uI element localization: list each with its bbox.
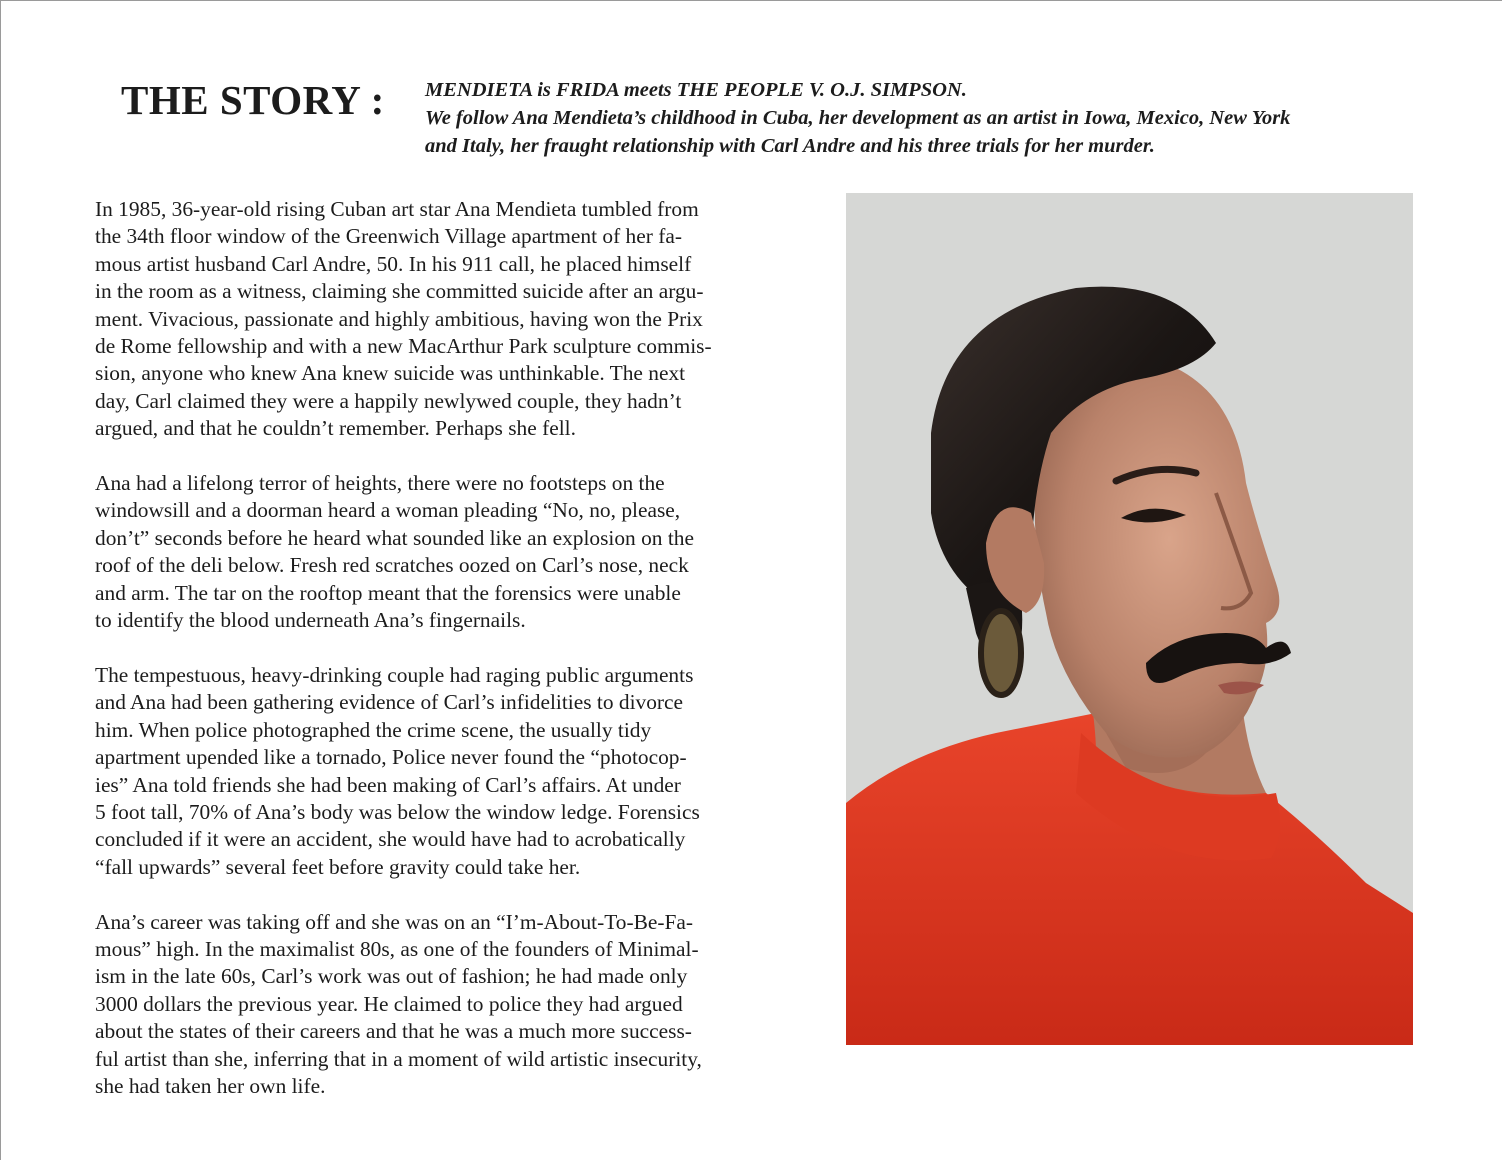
story-body (95, 196, 830, 1128)
text-line: mous artist husband Carl Andre, 50. In his 911 call, he placed himself (95, 251, 692, 276)
text-line: about the states of their careers and that he was a much more success- (95, 1019, 692, 1044)
text-line: the 34th floor window of the Greenwich Village apartment of her fa- (95, 224, 682, 249)
text-line: mous” high. In the maximalist 80s, as one of the founders of Minimal- (95, 936, 699, 961)
text-line: ism in the late 60s, Carl’s work was out of fashion; he had made only (95, 964, 688, 989)
text-line: to identify the blood underneath Ana’s fingernails. (95, 608, 526, 633)
text-line: ies” Ana told friends she had been making of Carl’s affairs. At under (95, 772, 681, 797)
tagline-line: and Italy, her fraught relationship with Carl Andre and his three trials for her murder. (425, 135, 1155, 157)
text-line: and Ana had been gathering evidence of Carl’s infidelities to divorce (95, 690, 684, 715)
paragraph-1 (95, 196, 830, 443)
text-line: ful artist than she, inferring that in a moment of wild artistic insecurity, (95, 1046, 702, 1071)
text-line: Ana had a lifelong terror of heights, there were no footsteps on the (95, 471, 665, 496)
text-line: ment. Vivacious, passionate and highly ambitious, having won the Prix (95, 306, 703, 331)
text-line: Ana’s career was taking off and she was on an “I’m-About-To-Be-Fa- (95, 909, 694, 934)
text-line: 5 foot tall, 70% of Ana’s body was below the window ledge. Forensics (95, 799, 700, 824)
text-line: she had taken her own life. (95, 1073, 326, 1098)
text-line: The tempestuous, heavy-drinking couple had raging public arguments (95, 662, 694, 687)
tagline (425, 76, 1425, 160)
text-line: and arm. The tar on the rooftop meant that the forensics were unable (95, 580, 681, 605)
earring (981, 611, 1021, 695)
text-line: argued, and that he couldn’t remember. Perhaps she fell. (95, 416, 576, 441)
text-line: de Rome fellowship and with a new MacArthur Park sculpture commis- (95, 334, 712, 359)
tagline-line: MENDIETA is FRIDA meets THE PEOPLE V. O.J. SIMPSON. (425, 79, 967, 101)
text-line: roof of the deli below. Fresh red scratches oozed on Carl’s nose, neck (95, 553, 689, 578)
text-line: him. When police photographed the crime scene, the usually tidy (95, 717, 652, 742)
text-line: concluded if it were an accident, she would have had to acrobatically (95, 827, 686, 852)
text-line: day, Carl claimed they were a happily newlywed couple, they hadn’t (95, 388, 682, 413)
portrait-photo (846, 193, 1413, 1045)
paragraph-3 (95, 662, 830, 881)
portrait-illustration (846, 193, 1413, 1045)
text-line: windowsill and a doorman heard a woman pleading “No, no, please, (95, 498, 681, 523)
text-line: “fall upwards” several feet before gravity could take her. (95, 854, 581, 879)
paragraph-4 (95, 909, 830, 1101)
text-line: don’t” seconds before he heard what sounded like an explosion on the (95, 525, 694, 550)
text-line: 3000 dollars the previous year. He claimed to police they had argued (95, 991, 683, 1016)
text-line: in the room as a witness, claiming she committed suicide after an argu- (95, 279, 704, 304)
tagline-line: We follow Ana Mendieta’s childhood in Cuba, her development as an artist in Iowa, Mexico, New York (425, 107, 1291, 129)
section-heading: THE STORY : (121, 77, 385, 123)
text-line: In 1985, 36-year-old rising Cuban art star Ana Mendieta tumbled from (95, 197, 699, 221)
paragraph-2 (95, 470, 830, 634)
text-line: sion, anyone who knew Ana knew suicide was unthinkable. The next (95, 361, 686, 386)
text-line: apartment upended like a tornado, Police never found the “photocop- (95, 745, 687, 770)
